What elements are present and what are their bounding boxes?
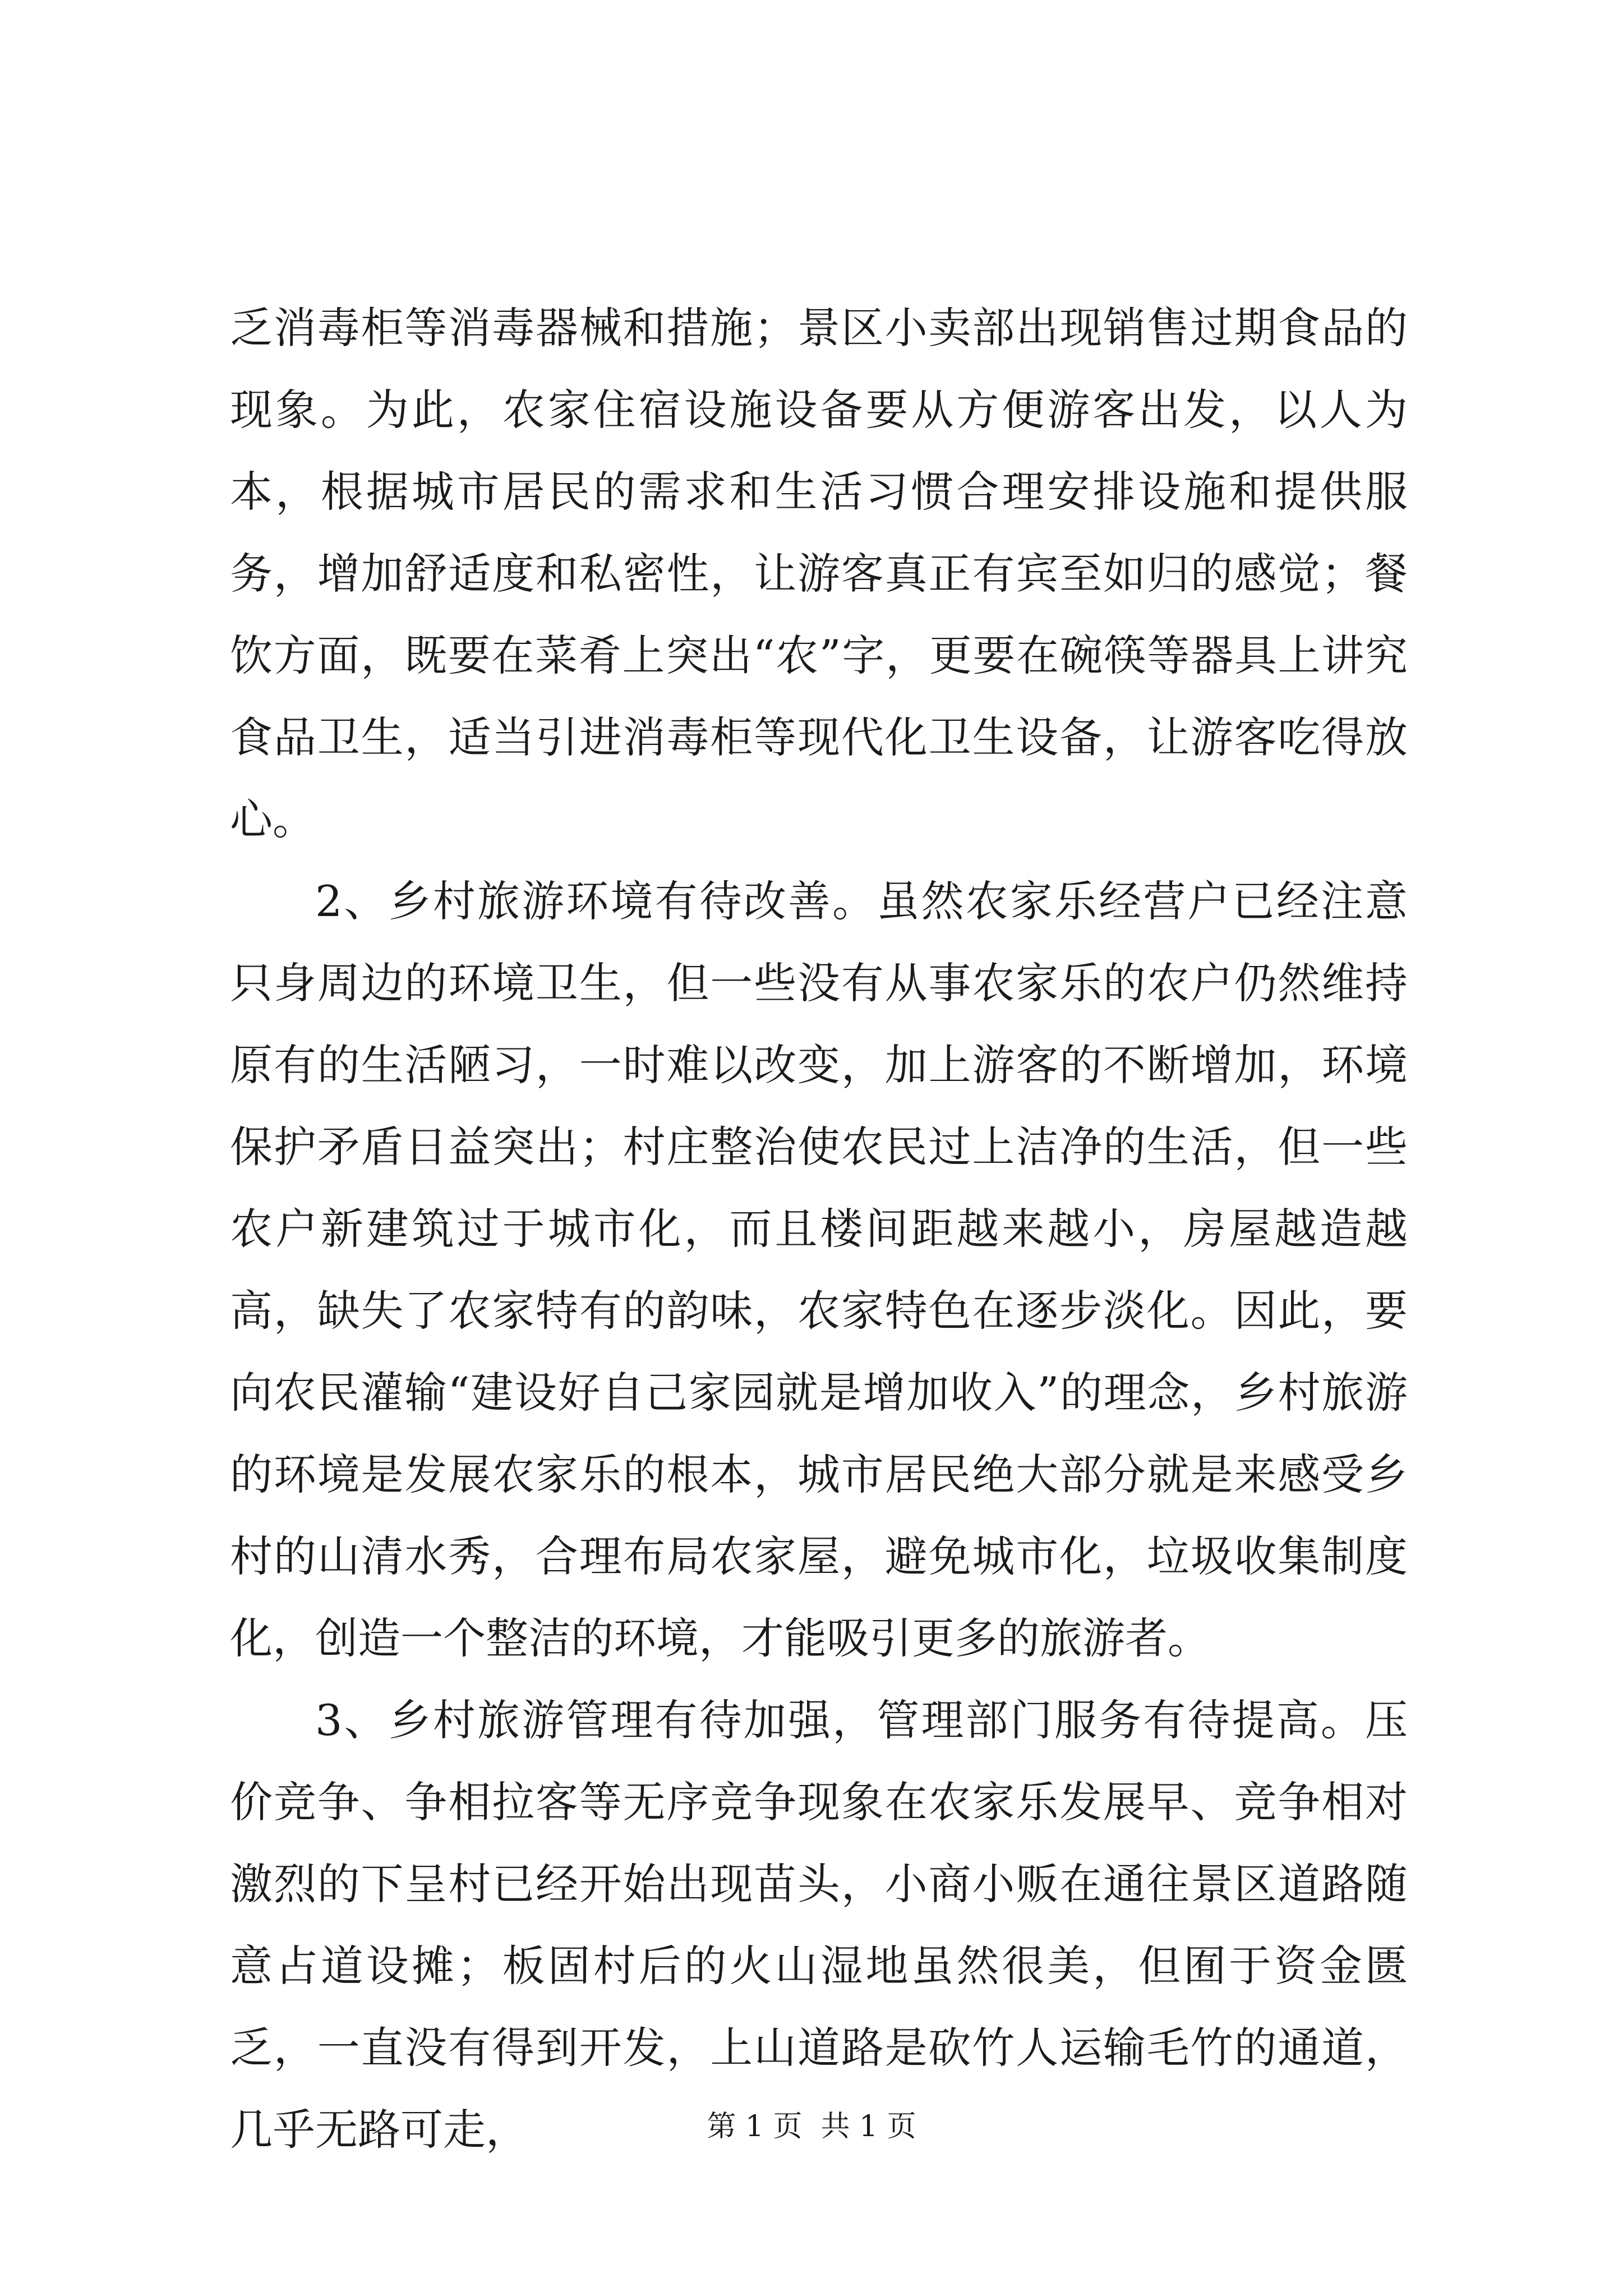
paragraph-2: 2、乡村旅游环境有待改善。虽然农家乐经营户已经注意只身周边的环境卫生，但一些没有从事农家乐的农户仍然维持原有的生活陋习，一时难以改变，加上游客的不断增加，环境保护矛盾日益突出；村庄整治使农民过上洁净的生活，但一些农户新建筑过于城市化，而且楼间距越来越小，房屋越造越高，缺失了农家特有的韵味，农家特色在逐步淡化。因此，要向农民灌输“建设好自己家园就是增加收入”的理念，乡村旅游的环境是发展农家乐的根本，城市居民绝大部分就是来感受乡村的山清水秀，合理布局农家屋，避免城市化，垃圾收集制度化，创造一个整洁的环境，才能吸引更多的旅游者。 [230,876,1408,1663]
paragraph-3: 3、乡村旅游管理有待加强，管理部门服务有待提高。压价竞争、争相拉客等无序竞争现象在农家乐发展早、竞争相对激烈的下呈村已经开始出现苗头，小商小贩在通往景区道路随意占道设摊；板固村后的火山湿地虽然很美，但囿于资金匮乏，一直没有得到开发，上山道路是砍竹人运输毛竹的通道，几乎无路可走， [230,1695,1408,2155]
page-footer [0,2102,1623,2145]
paragraph-1: 乏消毒柜等消毒器械和措施；景区小卖部出现销售过期食品的现象。为此，农家住宿设施设备要从方便游客出发，以人为本，根据城市居民的需求和生活习惯合理安排设施和提供服务，增加舒适度和私密性，让游客真正有宾至如归的感觉；餐饮方面，既要在菜肴上突出“农”字，更要在碗筷等器具上讲究食品卫生，适当引进消毒柜等现代化卫生设备，让游客吃得放心。 [230,303,1408,844]
document-body [230,287,1408,2171]
page-number-label: 第 1 页 共 1 页 [707,2110,916,2143]
